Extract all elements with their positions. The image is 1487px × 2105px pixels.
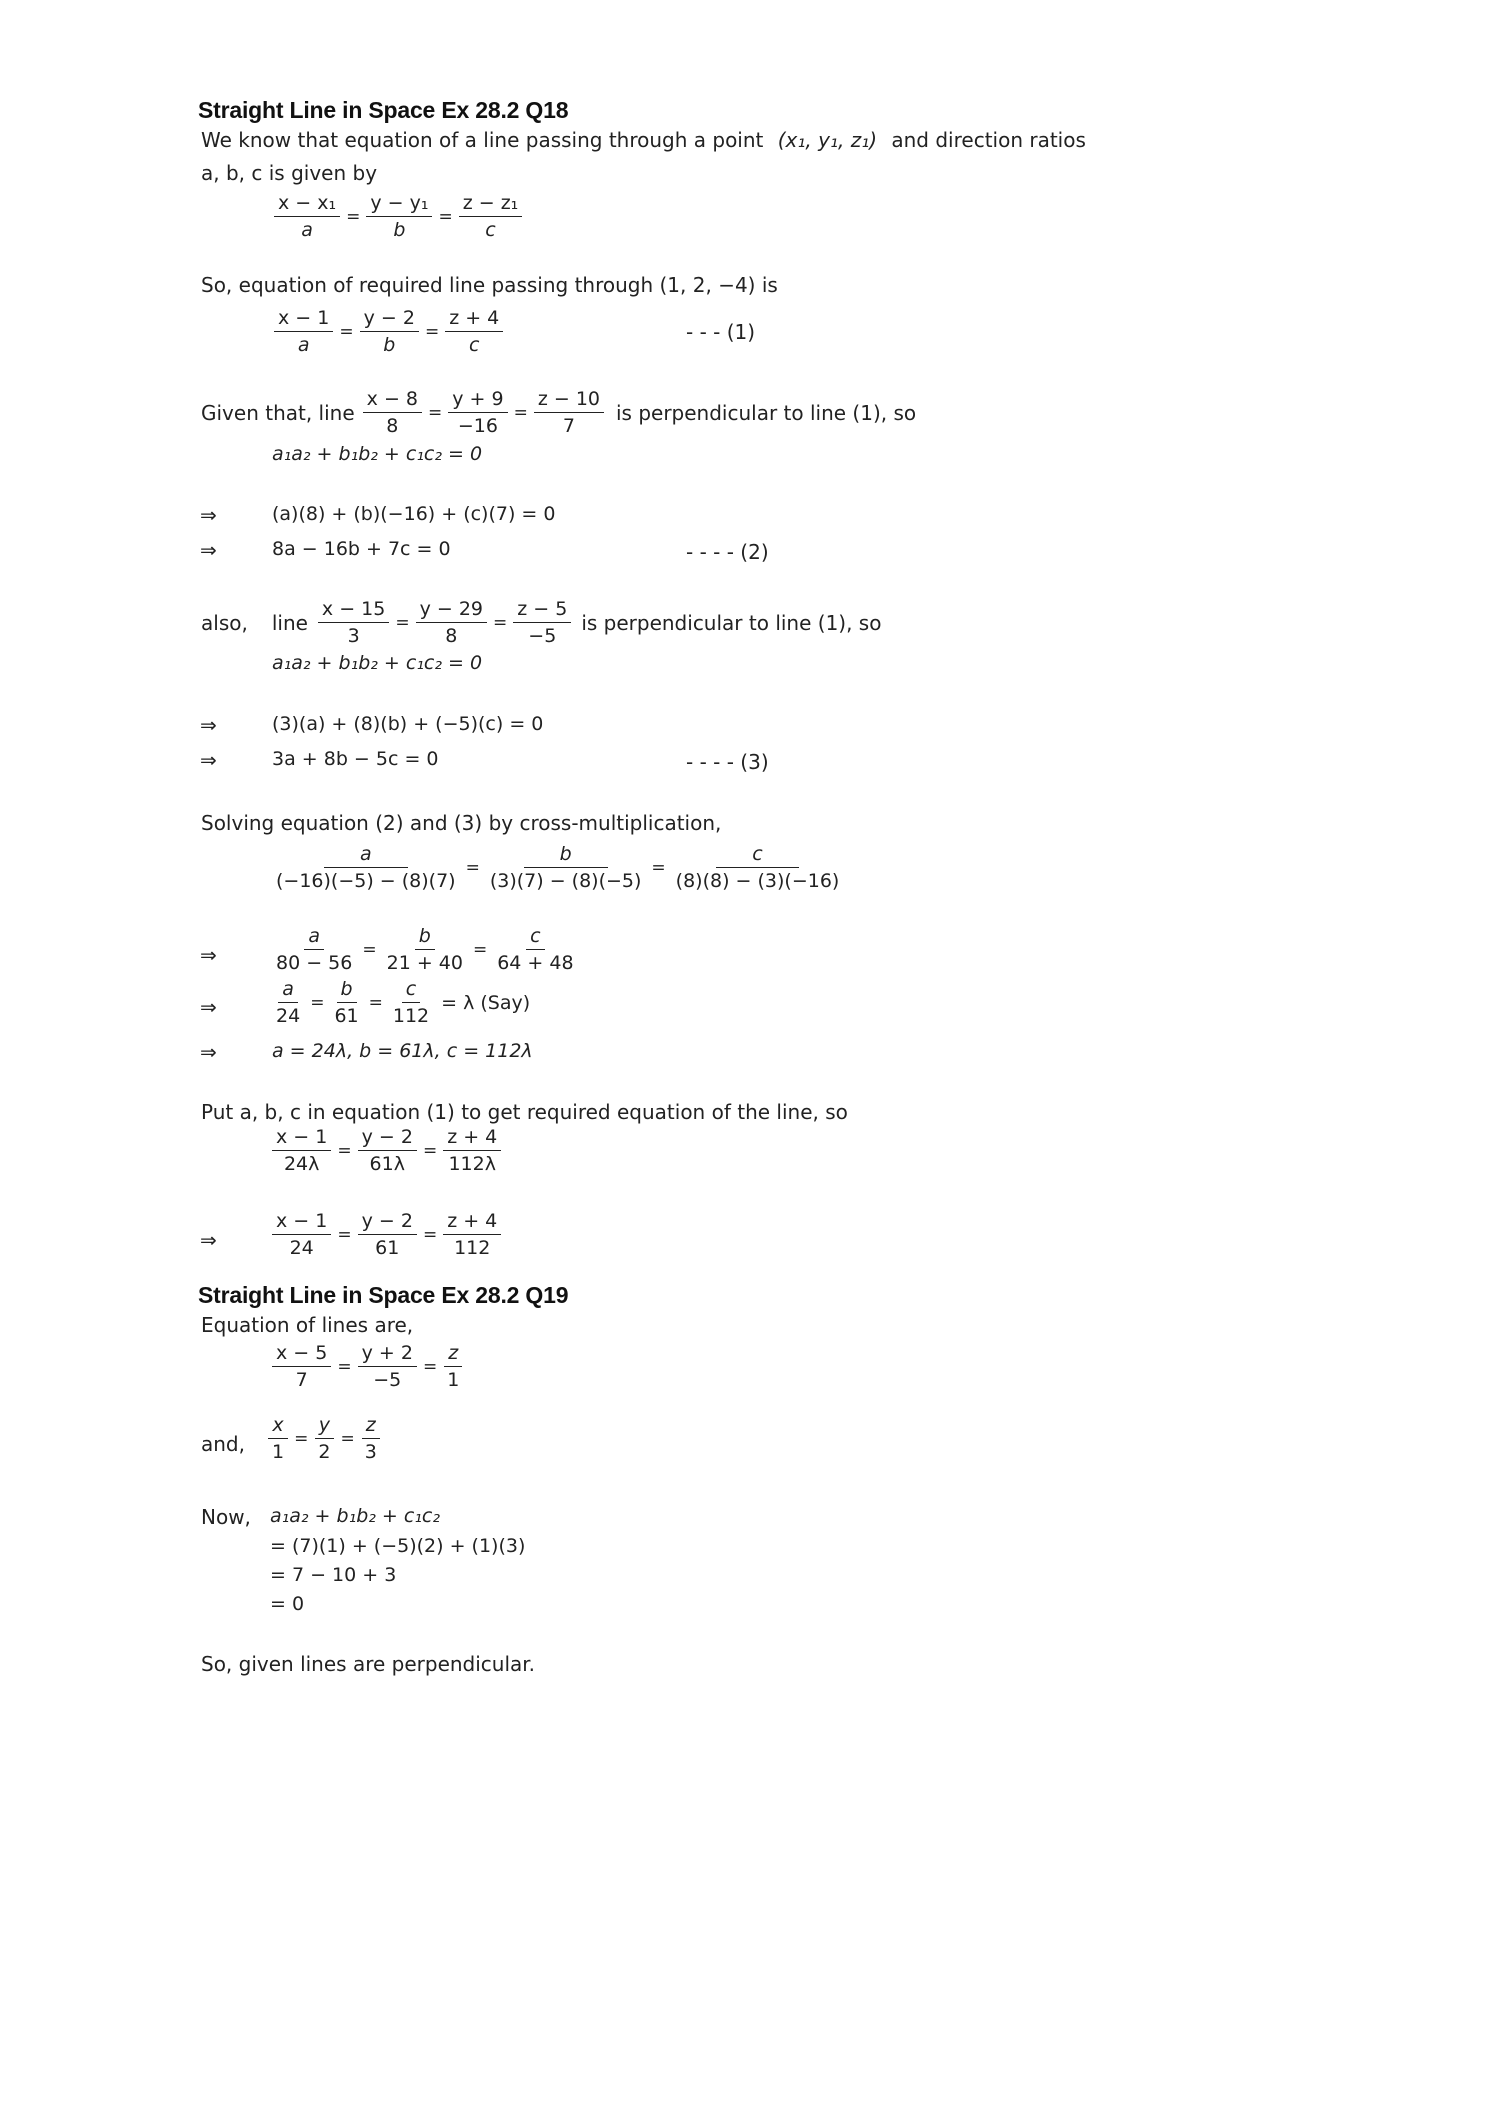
g-d2: −16 [457, 415, 498, 437]
c2-n2: b [415, 925, 435, 950]
q19-l1-n1: x − 5 [272, 1342, 331, 1367]
intro-text-3: a, b, c is given by [201, 161, 378, 185]
g-d3: 7 [562, 415, 575, 437]
cm-n2: b [524, 843, 608, 868]
step-1: (a)(8) + (b)(−16) + (c)(7) = 0 [272, 503, 556, 525]
r1-d3: 112λ [448, 1153, 496, 1175]
c3-d3: 112 [392, 1005, 430, 1027]
gen-d1: a [301, 219, 313, 241]
implies-arrow: ⇒ [200, 748, 217, 772]
result-lambda: $\frac{x - 1}{24\lambda}$ = $\frac{y - 2}{61\lambda}$ = $\frac{z + 4}{112\lambda}$ [270, 1126, 503, 1175]
r2-n1: x − 1 [272, 1210, 331, 1235]
equation-2: 8a − 16b + 7c = 0 [272, 538, 451, 560]
implies-arrow: ⇒ [200, 503, 217, 527]
a-d1: 3 [347, 625, 360, 647]
intro-text-2: and direction ratios [891, 128, 1086, 152]
c3-n1: a [278, 978, 298, 1003]
perpendicular-condition-1: a₁a₂ + b₁b₂ + c₁c₂ = 0 [272, 443, 483, 465]
q19-l1-n3: z [444, 1342, 462, 1367]
implies-arrow: ⇒ [200, 1228, 217, 1252]
q19-l1-n2: y + 2 [358, 1342, 417, 1367]
a-n1: x − 15 [318, 598, 389, 623]
c3-tail: = λ (Say) [441, 991, 531, 1014]
q19-l2-d1: 1 [272, 1441, 285, 1463]
also-text-b: line [271, 610, 308, 635]
gen-n2: y − y₁ [366, 192, 432, 217]
r1-n1: x − 1 [272, 1126, 331, 1151]
q19-work-1: a₁a₂ + b₁b₂ + c₁c₂ [270, 1505, 440, 1527]
l1-d3: c [468, 334, 480, 356]
r1-n2: y − 2 [358, 1126, 417, 1151]
g-n1: x − 8 [363, 388, 422, 413]
r2-d1: 24 [289, 1237, 314, 1259]
step-3: (3)(a) + (8)(b) + (−5)(c) = 0 [272, 713, 544, 735]
c2-d1: 80 − 56 [276, 952, 353, 974]
implies-arrow: ⇒ [200, 943, 217, 967]
q19-l1-d1: 7 [295, 1369, 308, 1391]
implies-arrow: ⇒ [200, 1040, 217, 1064]
gen-n3: z − z₁ [459, 192, 523, 217]
intro-text-1: We know that equation of a line passing through a point [201, 128, 764, 152]
r1-n3: z + 4 [443, 1126, 501, 1151]
result-final: $\frac{x - 1}{24}$ = $\frac{y - 2}{61}$ = $\frac{z + 4}{112}$ [270, 1210, 503, 1259]
implies-arrow: ⇒ [200, 995, 217, 1019]
also-line-row: also, line $\frac{x - 15}{3}$ = $\frac{y - 29}{8}$ = $\frac{z - 5}{-5}$ is perpendicular to line (1), so [201, 598, 882, 647]
c2-d2: 21 + 40 [386, 952, 463, 974]
equation-3: 3a + 8b − 5c = 0 [272, 748, 439, 770]
q19-line-2: $\frac{x}{1}$ = $\frac{y}{2}$ = $\frac{z}{3}$ [266, 1414, 383, 1463]
now-text: Now, [201, 1505, 251, 1529]
q19-l2-n1: x [268, 1414, 287, 1439]
c2-n3: c [526, 925, 544, 950]
c3-d2: 61 [334, 1005, 359, 1027]
l1-d1: a [297, 334, 310, 356]
abc-values: a = 24λ, b = 61λ, c = 112λ [272, 1040, 533, 1062]
cross-step-3: $\frac{a}{24}$ = $\frac{b}{61}$ = $\frac{c}{112}$ = λ (Say) [270, 978, 530, 1027]
q19-work-4: = 0 [270, 1593, 305, 1615]
r2-n2: y − 2 [358, 1210, 417, 1235]
q19-l2-n3: z [362, 1414, 380, 1439]
equation-of-lines-text: Equation of lines are, [201, 1313, 414, 1337]
q19-heading: Straight Line in Space Ex 28.2 Q19 [198, 1282, 569, 1308]
g-d1: 8 [386, 415, 399, 437]
l1-n2: y − 2 [360, 307, 419, 332]
c2-n1: a [304, 925, 324, 950]
c3-n3: c [402, 978, 420, 1003]
g-n2: y + 9 [448, 388, 507, 413]
c3-d1: 24 [276, 1005, 301, 1027]
a-n3: z − 5 [513, 598, 571, 623]
line-1-equation: $\frac{x - 1}{a}$ = $\frac{y - 2}{b}$ = $\frac{z + 4}{c}$ [272, 307, 505, 356]
equation-tag-2: - - - - (2) [686, 540, 769, 564]
r2-d3: 112 [454, 1237, 491, 1259]
conclusion-text: So, given lines are perpendicular. [201, 1652, 536, 1676]
q18-intro-line1 [201, 128, 1086, 152]
r1-d2: 61λ [369, 1153, 405, 1175]
c2-d3: 64 + 48 [497, 952, 574, 974]
l1-n1: x − 1 [274, 307, 333, 332]
q18-heading: Straight Line in Space Ex 28.2 Q18 [198, 97, 569, 123]
solving-text: Solving equation (2) and (3) by cross-multiplication, [201, 811, 722, 835]
cm-d2: (3)(7) − (8)(−5) [489, 870, 642, 892]
cm-n3: c [716, 843, 798, 868]
cm-d1: (−16)(−5) − (8)(7) [276, 870, 456, 892]
q19-line-1: $\frac{x - 5}{7}$ = $\frac{y + 2}{-5}$ = $\frac{z}{1}$ [270, 1342, 465, 1391]
g-n3: z − 10 [534, 388, 604, 413]
given-text-b: is perpendicular to line (1), so [616, 400, 917, 425]
c3-n2: b [337, 978, 357, 1003]
implies-arrow: ⇒ [200, 713, 217, 737]
given-text-a: Given that, line [201, 400, 355, 425]
a-d2: 8 [445, 625, 458, 647]
gen-d3: c [485, 219, 496, 241]
r1-d1: 24λ [283, 1153, 320, 1175]
l1-n3: z + 4 [445, 307, 503, 332]
so-line-text: So, equation of required line passing through (1, 2, −4) is [201, 273, 778, 297]
cm-n1: a [324, 843, 408, 868]
put-text: Put a, b, c in equation (1) to get required equation of the line, so [201, 1100, 848, 1124]
r2-n3: z + 4 [443, 1210, 501, 1235]
cross-step-2: $\frac{a}{80 - 56}$ = $\frac{b}{21 + 40}$ = $\frac{c}{64 + 48}$ [270, 925, 580, 974]
q19-l2-d2: 2 [318, 1441, 331, 1463]
general-line-equation: $\frac{\text{x − x₁}}{a}$ = $\frac{\text{y − y₁}}{b}$ = $\frac{\text{z − z₁}}{c}$ [272, 192, 524, 241]
q19-work-2: = (7)(1) + (−5)(2) + (1)(3) [270, 1535, 526, 1557]
cross-multiplication: $\frac{a}{(-16)(-5) - (8)(7)}$ = $\frac{b}{(3)(7) - (8)(-5)}$ = $\frac{c}{(8)(8) - (3)(-16)}$ [270, 843, 845, 892]
also-text-c: is perpendicular to line (1), so [581, 610, 882, 635]
perpendicular-condition-2: a₁a₂ + b₁b₂ + c₁c₂ = 0 [272, 652, 483, 674]
implies-arrow: ⇒ [200, 538, 217, 562]
cm-d3: (8)(8) − (3)(−16) [675, 870, 840, 892]
also-text-a: also, [201, 610, 248, 635]
q19-l1-d3: 1 [447, 1369, 460, 1391]
q19-l2-n2: y [315, 1414, 334, 1439]
intro-point: (x₁, y₁, z₁) [777, 128, 878, 152]
q19-l2-d3: 3 [364, 1441, 377, 1463]
equation-tag-3: - - - - (3) [686, 750, 769, 774]
q19-l1-d2: −5 [373, 1369, 402, 1391]
q19-work-3: = 7 − 10 + 3 [270, 1564, 397, 1586]
a-n2: y − 29 [416, 598, 487, 623]
r2-d2: 61 [375, 1237, 400, 1259]
and-text: and, [201, 1432, 245, 1456]
a-d3: −5 [528, 625, 557, 647]
l1-d2: b [383, 334, 396, 356]
gen-n1: x − x₁ [274, 192, 340, 217]
given-line-row: Given that, line $\frac{x - 8}{8}$ = $\frac{y + 9}{-16}$ = $\frac{z - 10}{7}$ is perpendicular to line (1), so [201, 388, 917, 437]
gen-d2: b [393, 219, 406, 241]
equation-tag-1: - - - (1) [686, 320, 756, 344]
